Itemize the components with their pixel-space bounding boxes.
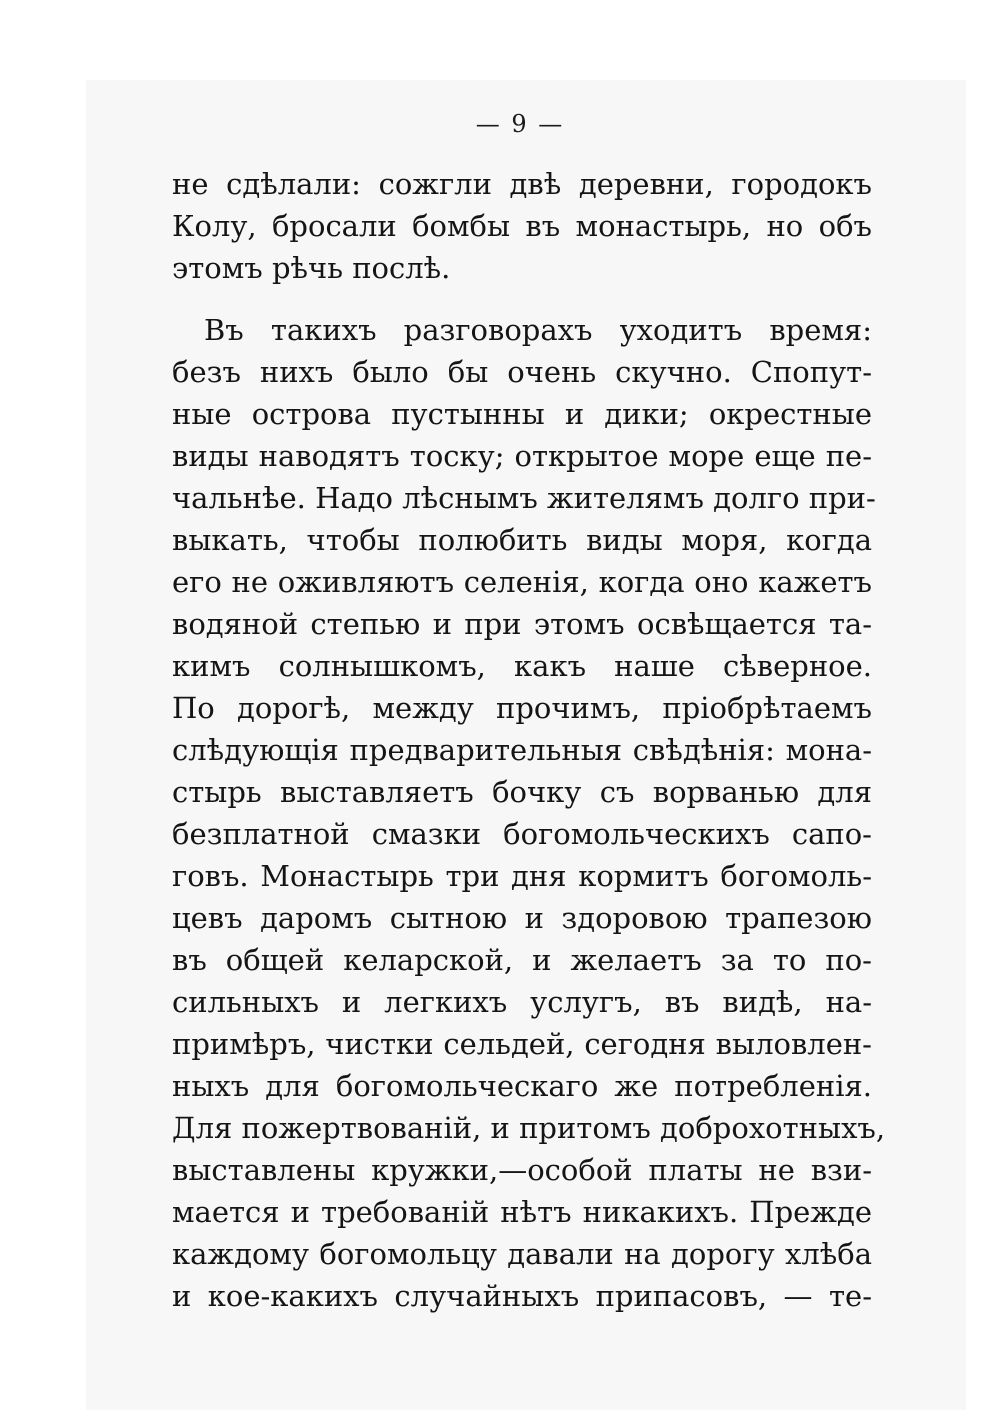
text-line: чальнѣе. Надо лѣснымъ жителямъ долго при- <box>172 481 876 515</box>
text-line: цевъ даромъ сытною и здоровою трапезою <box>172 901 872 935</box>
text-line: каждому богомольцу давали на дорогу хлѣба <box>172 1237 872 1271</box>
text-line: въ общей келарской, и желаетъ за то по- <box>172 943 872 977</box>
text-line: выкать, чтобы полюбить виды моря, когда <box>172 523 872 557</box>
text-line: водяной степью и при этомъ освѣщается та- <box>172 607 872 641</box>
text-line: примѣръ, чистки сельдей, сегодня выловлен- <box>172 1027 872 1061</box>
text-line: стырь выставляетъ бочку съ ворванью для <box>172 775 872 809</box>
text-line: виды наводятъ тоску; открытое море еще пе- <box>172 439 872 473</box>
text-line: ныхъ для богомольческаго же потребленія. <box>172 1069 872 1103</box>
text-line: безплатной смазки богомольческихъ сапо- <box>172 817 872 851</box>
text-line: кимъ солнышкомъ, какъ наше сѣверное. <box>172 649 872 683</box>
text-line: и кое-какихъ случайныхъ припасовъ, — те- <box>172 1279 872 1313</box>
text-line: Колу, бросали бомбы въ монастырь, но объ <box>172 209 872 243</box>
text-line: безъ нихъ было бы очень скучно. Спопут- <box>172 355 872 389</box>
text-line: его не оживляютъ селенія, когда оно кажетъ <box>172 565 872 599</box>
text-line: выставлены кружки,—особой платы не взи- <box>172 1153 872 1187</box>
text-line: ные острова пустынны и дики; окрестные <box>172 397 872 431</box>
body-text <box>172 163 886 1317</box>
text-line: не сдѣлали: сожгли двѣ деревни, городокъ <box>172 167 872 201</box>
page-number: — 9 — <box>475 110 565 138</box>
text-line: говъ. Монастырь три дня кормитъ богомоль- <box>172 859 872 893</box>
text-line: По дорогѣ, между прочимъ, пріобрѣтаемъ <box>172 691 872 725</box>
text-line: мается и требованій нѣтъ никакихъ. Прежде <box>172 1195 872 1229</box>
text-line: этомъ рѣчь послѣ. <box>172 251 451 285</box>
text-line: сильныхъ и легкихъ услугъ, въ видѣ, на- <box>172 985 872 1019</box>
text-line: Въ такихъ разговорахъ уходитъ время: <box>204 313 872 347</box>
text-line: Для пожертвованій, и притомъ доброхотныхъ, <box>172 1111 886 1145</box>
paragraph-gap <box>172 289 872 309</box>
text-line: слѣдующія предварительныя свѣдѣнія: мона- <box>172 733 872 767</box>
